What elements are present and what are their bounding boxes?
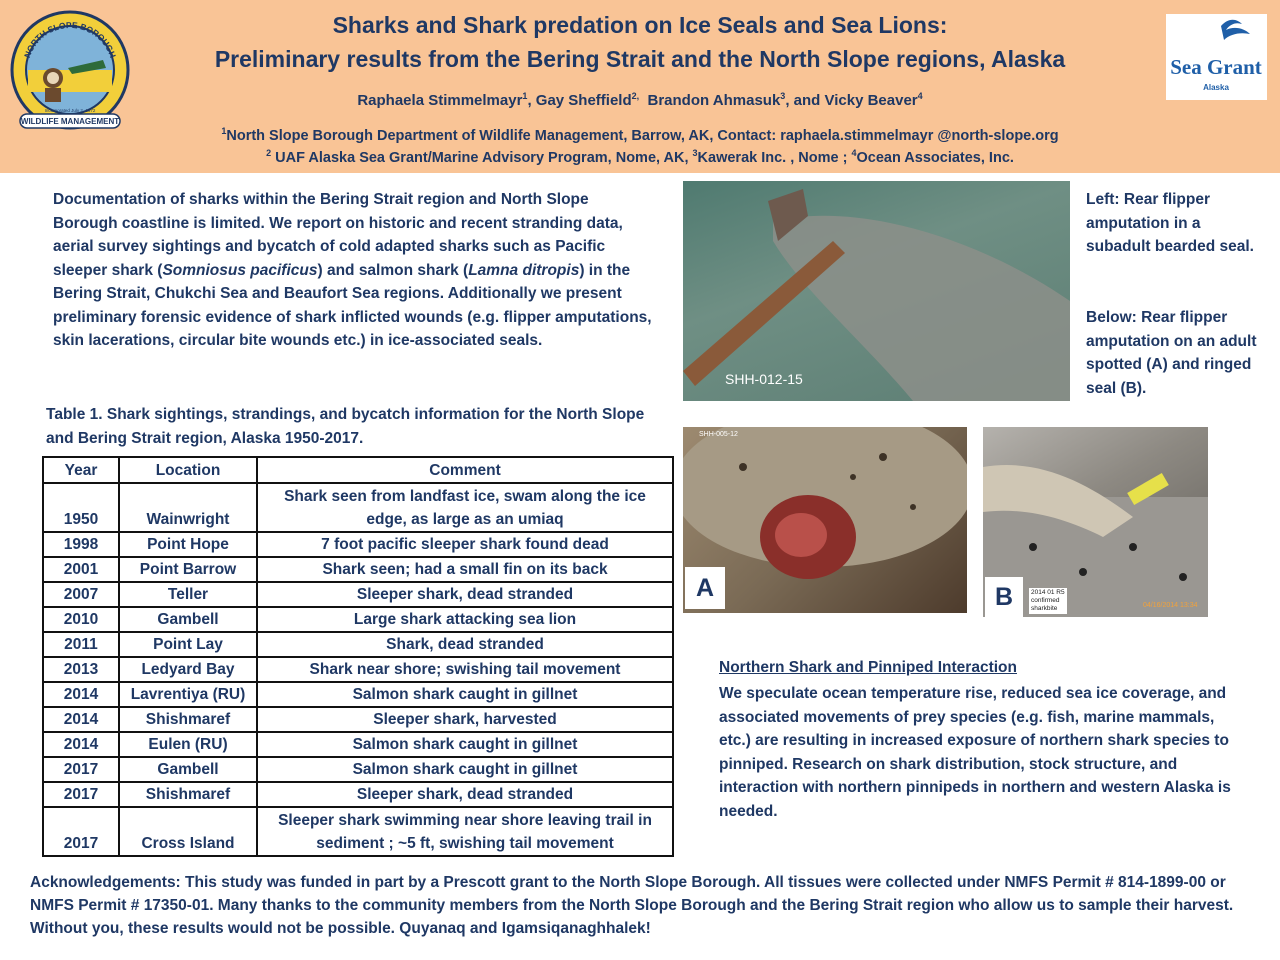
caption-bearded-seal: Left: Rear flipper amputation in a subadult bearded seal. [1086, 191, 1254, 255]
cell-comment: Shark near shore; swishing tail movement [257, 657, 673, 682]
table-row [43, 682, 673, 707]
species-name: Somniosus pacificus [162, 261, 318, 279]
cell-location: Point Hope [119, 532, 257, 557]
affiliation-line1: $^1$North Slope Borough Department of Wildlife Management, Barrow, AK, Contact: raphaela.stimmelmayr @north-slope.org [221, 126, 1059, 144]
cell-year: 2014 [43, 682, 119, 707]
author-name: Raphaela Stimmelmayr [357, 92, 523, 109]
cell-year: 1950 [43, 483, 119, 532]
cell-year: 2017 [43, 807, 119, 856]
logo-incorporated-text: Incorporated July 2, 1972 [44, 108, 96, 113]
cell-comment: Shark, dead stranded [257, 632, 673, 657]
table-row [43, 582, 673, 607]
header-location: Location [119, 457, 257, 483]
cell-comment: Large shark attacking sea lion [257, 607, 673, 632]
table-row [43, 707, 673, 732]
panel-label-a: A [685, 567, 725, 609]
cell-comment: Sleeper shark swimming near shore leaving trail in sediment ; ~5 ft, swishing tail movement [257, 807, 673, 856]
cell-comment: Salmon shark caught in gillnet [257, 682, 673, 707]
cell-location: Point Barrow [119, 557, 257, 582]
table-row [43, 607, 673, 632]
cell-location: Teller [119, 582, 257, 607]
interaction-section-body: We speculate ocean temperature rise, reduced sea ice coverage, and associated movements of prey species (e.g. fish, marine mammals, etc.) are resulting in increased exposure of northern shark species to pinniped. Research on shark distribution, stock structure, and interaction with northern pinnipeds in northern and western Alaska is needed. [719, 685, 1231, 820]
cell-comment: Sleeper shark, harvested [257, 707, 673, 732]
cell-year: 2011 [43, 632, 119, 657]
table-header-row [43, 457, 673, 483]
cell-comment: Shark seen; had a small fin on its back [257, 557, 673, 582]
author-list: Raphaela Stimmelmayr$^1$, Gay Sheffield$^{2,}$ Brandon Ahmasuk$^3$, and Vicky Beaver$^4$ [357, 91, 923, 109]
acknowledgements: Acknowledgements: This study was funded in part by a Prescott grant to the North Slope Borough. All tissues were collected under NMFS Permit # 814-1899-00 or NMFS Permit # 17350-01. Many thanks to the community members from the North Slope Borough and the Bering Strait region who allow us to sample their harvest. Without you, these results would not be possible. Quyanaq and Igamsiqanaghhalek! [30, 874, 1234, 937]
cell-comment: Sleeper shark, dead stranded [257, 782, 673, 807]
north-slope-borough-logo [8, 8, 132, 132]
cell-location: Gambell [119, 757, 257, 782]
cell-location: Lavrentiya (RU) [119, 682, 257, 707]
affiliation-line2: $^2$ UAF Alaska Sea Grant/Marine Advisory Program, Nome, AK, $^3$Kawerak Inc. , Nome ; $^4$Ocean Associates, Inc. [266, 148, 1014, 166]
cell-comment: Shark seen from landfast ice, swam along the ice edge, as large as an umiaq [257, 483, 673, 532]
photo-specimen-id: SHH-012-15 [725, 371, 803, 387]
shark-sightings-table [42, 456, 674, 857]
sea-grant-sub: Alaska [1203, 83, 1229, 92]
table-row [43, 807, 673, 856]
table-row [43, 732, 673, 757]
cell-location: Gambell [119, 607, 257, 632]
poster-header [0, 0, 1280, 173]
species-name: Lamna ditropis [468, 261, 580, 279]
cell-year: 2010 [43, 607, 119, 632]
cell-comment: Salmon shark caught in gillnet [257, 757, 673, 782]
intro-paragraph: Documentation of sharks within the Bering Strait region and North Slope Borough coastline is limited. We report on historic and recent stranding data, aerial survey sightings and bycatch of cold adapted sharks such as Pacific sleeper shark (Somniosus pacificus) and salmon shark (Lamna ditropis) in the Bering Strait, Chukchi Sea and Beaufort Sea regions. Additionally we present preliminary forensic evidence of shark inflicted wounds (e.g. flipper amputations, skin lacerations, circular bite wounds etc.) in ice-associated seals. [53, 191, 652, 349]
sea-grant-wordmark: Sea Grant [1170, 55, 1262, 79]
photo-specimen-id: SHH-005-12 [699, 431, 738, 438]
table-row [43, 483, 673, 532]
bearded-seal-flipper-photo [683, 181, 1070, 401]
cell-location: Shishmaref [119, 782, 257, 807]
cell-year: 2014 [43, 707, 119, 732]
table-row [43, 532, 673, 557]
cell-year: 2007 [43, 582, 119, 607]
author-name: Brandon Ahmasuk [647, 92, 781, 109]
cell-comment: 7 foot pacific sleeper shark found dead [257, 532, 673, 557]
ringed-seal-flipper-photo [983, 427, 1208, 617]
table-row [43, 557, 673, 582]
author-name: Vicky Beaver [824, 92, 918, 109]
table-row [43, 632, 673, 657]
poster-title-line1: Sharks and Shark predation on Ice Seals and Sea Lions: [332, 12, 948, 38]
cell-comment: Sleeper shark, dead stranded [257, 582, 673, 607]
cell-year: 2001 [43, 557, 119, 582]
logo-bottom-text: WILDLIFE MANAGEMENT [20, 117, 120, 126]
cell-year: 2017 [43, 757, 119, 782]
cell-location: Point Lay [119, 632, 257, 657]
cell-location: Eulen (RU) [119, 732, 257, 757]
cell-year: 2017 [43, 782, 119, 807]
table-row [43, 782, 673, 807]
cell-location: Cross Island [119, 807, 257, 856]
photo-illustration [683, 427, 967, 613]
poster-title-line2: Preliminary results from the Bering Strait and the North Slope regions, Alaska [214, 46, 1066, 72]
table-row [43, 657, 673, 682]
cell-year: 2014 [43, 732, 119, 757]
cell-year: 2013 [43, 657, 119, 682]
cell-location: Wainwright [119, 483, 257, 532]
photo-tag: 2014 01 R5 confirmed sharkbite [1031, 589, 1065, 612]
interaction-section-title: Northern Shark and Pinniped Interaction [719, 659, 1017, 676]
panel-label-b: B [985, 577, 1023, 617]
header-comment: Comment [257, 457, 673, 483]
cell-location: Shishmaref [119, 707, 257, 732]
spotted-seal-flipper-photo [683, 427, 967, 613]
cell-year: 1998 [43, 532, 119, 557]
svg-text:NORTH SLOPE BOROUGH: NORTH SLOPE BOROUGH [22, 19, 118, 60]
photo-timestamp: 04/16/2014 13:34 [1143, 602, 1198, 609]
table-row [43, 757, 673, 782]
author-name: Gay Sheffield [535, 92, 632, 109]
caption-spotted-ringed-seal: Below: Rear flipper amputation on an adult spotted (A) and ringed seal (B). [1086, 309, 1257, 397]
header-year: Year [43, 457, 119, 483]
cell-location: Ledyard Bay [119, 657, 257, 682]
table-caption: Table 1. Shark sightings, strandings, and bycatch information for the North Slope and Bering Strait region, Alaska 1950-2017. [46, 406, 645, 447]
sea-grant-logo [1166, 14, 1267, 100]
cell-comment: Salmon shark caught in gillnet [257, 732, 673, 757]
photo-illustration [683, 181, 1070, 401]
